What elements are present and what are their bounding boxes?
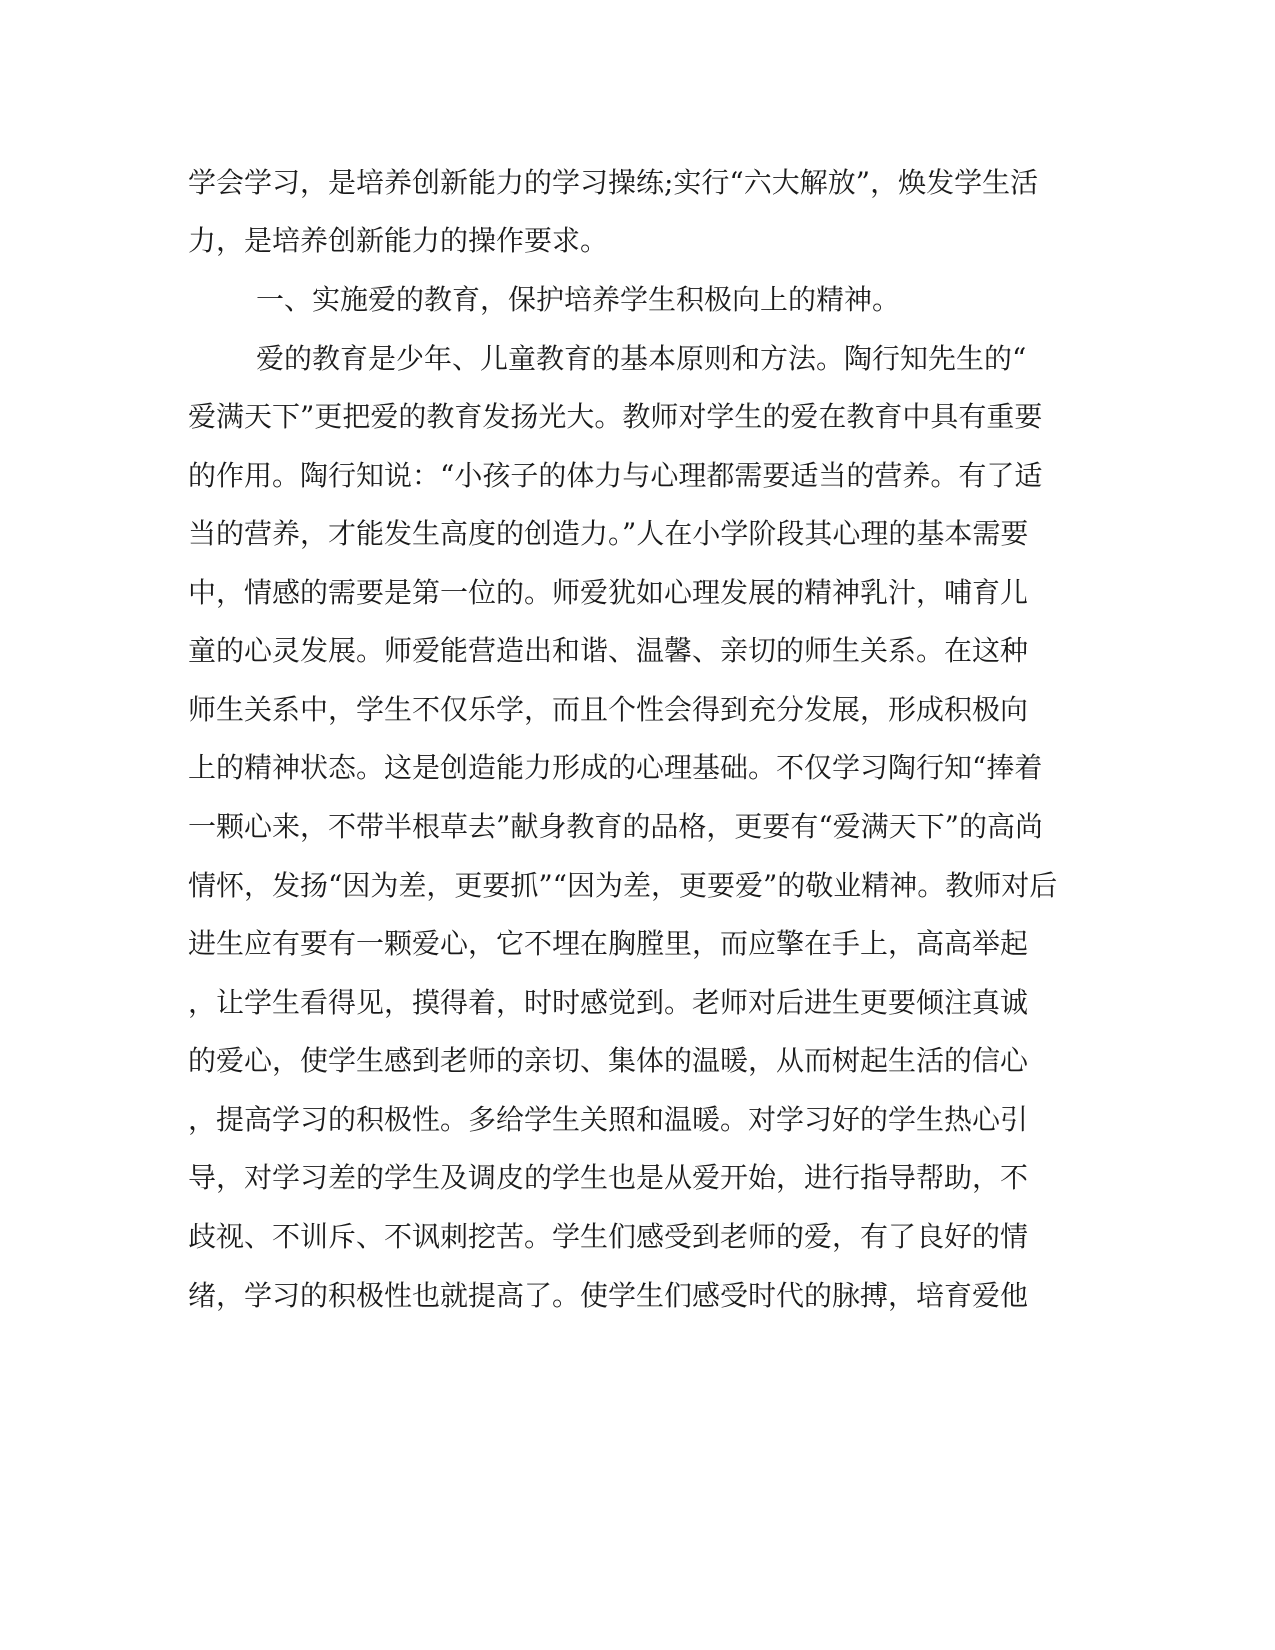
- text-line: 上的精神状态。这是创造能力形成的心理基础。不仅学习陶行知“捧着: [188, 751, 1043, 784]
- text-line: 进生应有要有一颗爱心，它不埋在胸膛里，而应擎在手上，高高举起: [188, 927, 1029, 960]
- text-line: 学会学习，是培养创新能力的学习操练;实行“六大解放”，焕发学生活: [188, 166, 1039, 199]
- text-line: 绪，学习的积极性也就提高了。使学生们感受时代的脉搏，培育爱他: [188, 1279, 1029, 1312]
- text-line: 的作用。陶行知说：“小孩子的体力与心理都需要适当的营养。有了适: [188, 459, 1043, 492]
- text-line: 情怀，发扬“因为差，更要抓”“因为差，更要爱”的敬业精神。教师对后: [188, 869, 1058, 902]
- text-line: 导，对学习差的学生及调皮的学生也是从爱开始，进行指导帮助，不: [188, 1161, 1029, 1194]
- text-line: ，提高学习的积极性。多给学生关照和温暖。对学习好的学生热心引: [188, 1103, 1029, 1136]
- text-line: 的爱心，使学生感到老师的亲切、集体的温暖，从而树起生活的信心: [188, 1044, 1029, 1077]
- text-line: 当的营养，才能发生高度的创造力。”人在小学阶段其心理的基本需要: [188, 517, 1029, 550]
- text-line: 师生关系中，学生不仅乐学，而且个性会得到充分发展，形成积极向: [188, 693, 1029, 726]
- text-line: ，让学生看得见，摸得着，时时感觉到。老师对后进生更要倾注真诚: [188, 986, 1029, 1019]
- text-line: 童的心灵发展。师爱能营造出和谐、温馨、亲切的师生关系。在这种: [188, 634, 1029, 667]
- text-line: 力，是培养创新能力的操作要求。: [188, 224, 609, 257]
- text-line: 爱满天下”更把爱的教育发扬光大。教师对学生的爱在教育中具有重要: [188, 400, 1043, 433]
- paragraph-first-line: 爱的教育是少年、儿童教育的基本原则和方法。陶行知先生的“: [256, 342, 1027, 375]
- text-line: 歧视、不训斥、不讽刺挖苦。学生们感受到老师的爱，有了良好的情: [188, 1220, 1029, 1253]
- text-line: 一颗心来，不带半根草去”献身教育的品格，更要有“爱满天下”的高尚: [188, 810, 1043, 843]
- text-line: 中，情感的需要是第一位的。师爱犹如心理发展的精神乳汁，哺育儿: [188, 576, 1029, 609]
- section-heading: 一、实施爱的教育，保护培养学生积极向上的精神。: [256, 283, 901, 316]
